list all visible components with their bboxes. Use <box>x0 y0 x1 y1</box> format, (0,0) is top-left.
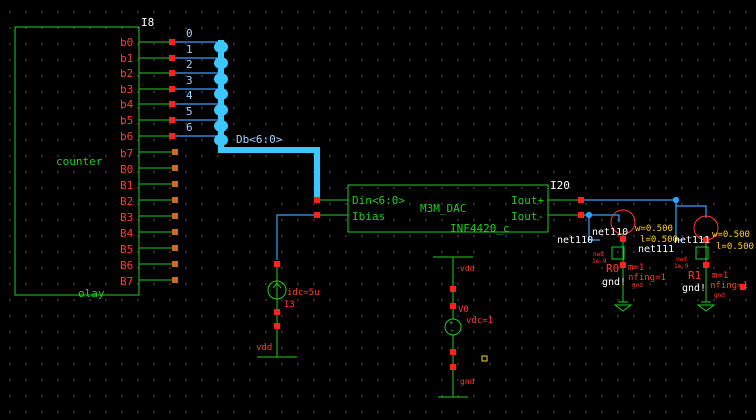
r1-nfing: nfing=1 <box>710 281 748 291</box>
r0-gnd-small: gnd <box>632 282 643 289</box>
pin-B5-label: B5 <box>120 243 134 256</box>
pin-b6-label: b6 <box>120 130 134 143</box>
pin-B3-label: B3 <box>120 211 134 224</box>
counter-instance-name: I8 <box>141 16 155 29</box>
r0-width: w=0.500 <box>635 224 673 234</box>
pin-b2-label: b2 <box>120 67 134 80</box>
cursor-marker <box>482 356 487 361</box>
pin-b0-label: b0 <box>120 36 134 49</box>
r0-length: l=0.500 <box>640 235 678 245</box>
r1-width: w=0.500 <box>712 230 750 240</box>
bus-bit-6: 6 <box>186 121 193 134</box>
idc-source-I3[interactable] <box>256 261 320 357</box>
r1-gnd-small: gnd <box>714 292 725 299</box>
r0-nfing: nfing=1 <box>628 273 666 283</box>
bus-bit-5: 5 <box>186 105 193 118</box>
counter-instance[interactable] <box>15 16 178 300</box>
vdc-net-top: vdd <box>460 264 475 273</box>
pin-B4-label: B4 <box>120 227 134 240</box>
vdc-param: vdc=1 <box>466 316 494 326</box>
r1-gnd: gnd! <box>682 283 707 294</box>
r1-net-top: net111 <box>674 235 711 246</box>
pin-B1-label: B1 <box>120 179 134 192</box>
r0-net-top: net110 <box>592 227 629 238</box>
bus-name-label: Db<6:0> <box>236 133 283 146</box>
dac-instance[interactable] <box>314 179 584 235</box>
idc-instance: I3 <box>284 300 295 310</box>
vdc-net-bot: gnd <box>460 377 475 386</box>
pin-B2-label: B2 <box>120 195 134 208</box>
r0-model: nwd <box>593 251 604 258</box>
r1-length: l=0.500 <box>716 242 754 252</box>
pin-b3-label: b3 <box>120 83 134 96</box>
dac-pin-iout-p: Iout+ <box>511 194 545 207</box>
data-bus-Db[interactable] <box>214 40 317 200</box>
bit-wires[interactable] <box>175 27 218 136</box>
bus-bit-0: 0 <box>186 27 193 40</box>
r1-tc: 1e-9 <box>674 263 689 270</box>
counter-pin-leads <box>139 42 172 280</box>
r0-tc: 1e-9 <box>592 258 607 265</box>
idc-net: vdd <box>256 343 273 353</box>
r1-net-side: net111 <box>638 244 675 255</box>
svg-text:+: + <box>449 319 454 327</box>
pin-b7-label: b7 <box>120 147 134 160</box>
idc-param: idc=5u <box>287 288 320 298</box>
r1-m: m=1 <box>712 271 729 281</box>
r1-model: nwd <box>676 256 687 263</box>
pin-b1-label: b1 <box>120 52 134 65</box>
dac-pin-ibias: Ibias <box>352 210 386 223</box>
connected-pin-stubs <box>169 39 175 139</box>
pin-B6-label: B6 <box>120 259 134 272</box>
dac-lib-name: INF4420_c <box>450 222 510 235</box>
r0-instance: R0 <box>606 262 620 275</box>
bus-bit-2: 2 <box>186 58 193 71</box>
dac-pin-din: Din<6:0> <box>352 194 405 207</box>
svg-text:−: − <box>450 327 455 335</box>
r0-gnd: gnd! <box>602 277 627 288</box>
dac-cell-name: M3M_DAC <box>420 202 467 215</box>
dac-pin-iout-n: Iout- <box>511 210 545 223</box>
unconnected-pin-stubs <box>172 149 178 283</box>
r0-m: m=1 <box>628 263 645 273</box>
pin-B7-label: B7 <box>120 275 134 288</box>
resistor-R0[interactable] <box>557 210 678 311</box>
bus-bit-1: 1 <box>186 43 193 56</box>
pin-b4-label: b4 <box>120 98 134 111</box>
dac-instance-name: I20 <box>550 179 570 192</box>
pin-b5-label: b5 <box>120 114 134 127</box>
bus-bit-4: 4 <box>186 89 193 102</box>
r0-net-side: net110 <box>557 235 594 246</box>
vdc-instance: V0 <box>458 305 469 315</box>
r1-instance: R1 <box>688 269 702 282</box>
bus-bit-3: 3 <box>186 74 193 87</box>
counter-cell-label: olay <box>78 287 105 300</box>
counter-cell-name: counter <box>56 155 103 168</box>
vdc-source-V0[interactable] <box>433 257 493 397</box>
pin-B0-label: B0 <box>120 163 134 176</box>
